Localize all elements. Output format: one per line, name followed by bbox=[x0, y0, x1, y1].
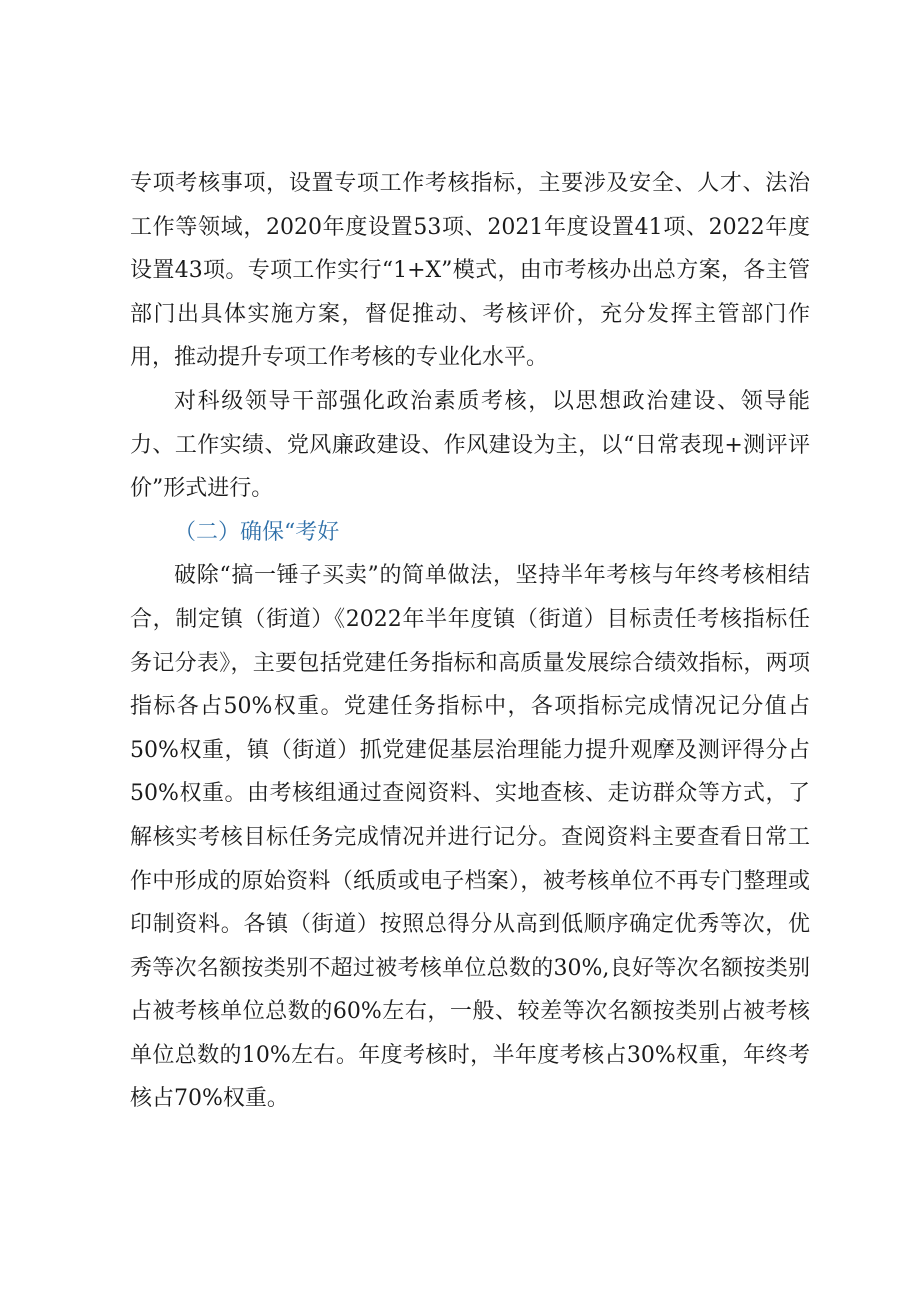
section-heading-ensure-good-assessment: （二）确保“考好 bbox=[174, 519, 340, 545]
paragraph-cadre-assessment: 对科级领导干部强化政治素质考核，以思想政治建设、领导能力、工作实绩、党风廉政建设、作风建设为主，以“日常表现+测评评价”形式进行。 bbox=[130, 388, 810, 502]
paragraph-special-assessment: 专项考核事项，设置专项工作考核指标，主要涉及安全、人才、法治工作等领域，2020年度设置53项、2021年度设置41项、2022年度设置43项。专项工作实行“1+X”模式，由市考核办出总方案，各主管部门出具体实施方案，督促推动、考核评价，充分发挥主管部门作用，推动提升专项工作考核的专业化水平。 bbox=[130, 171, 810, 371]
document-body bbox=[130, 162, 810, 1121]
paragraph-half-year-assessment: 破除“搞一锤子买卖”的简单做法，坚持半年考核与年终考核相结合，制定镇（街道）《2022年半年度镇（街道）目标责任考核指标任务记分表》，主要包括党建任务指标和高质量发展综合绩效指标，两项指标各占50%权重。党建任务指标中，各项指标完成情况记分值占50%权重，镇（街道）抓党建促基层治理能力提升观摩及测评得分占50%权重。由考核组通过查阅资料、实地查核、走访群众等方式，了解核实考核目标任务完成情况并进行记分。查阅资料主要查看日常工作中形成的原始资料（纸质或电子档案），被考核单位不再专门整理或印制资料。各镇（街道）按照总得分从高到低顺序确定优秀等次，优秀等次名额按类别不超过被考核单位总数的30%,良好等次名额按类别占被考核单位总数的60%左右，一般、较差等次名额按类别占被考核单位总数的10%左右。年度考核时，半年度考核占30%权重，年终考核占70%权重。 bbox=[130, 563, 810, 1112]
